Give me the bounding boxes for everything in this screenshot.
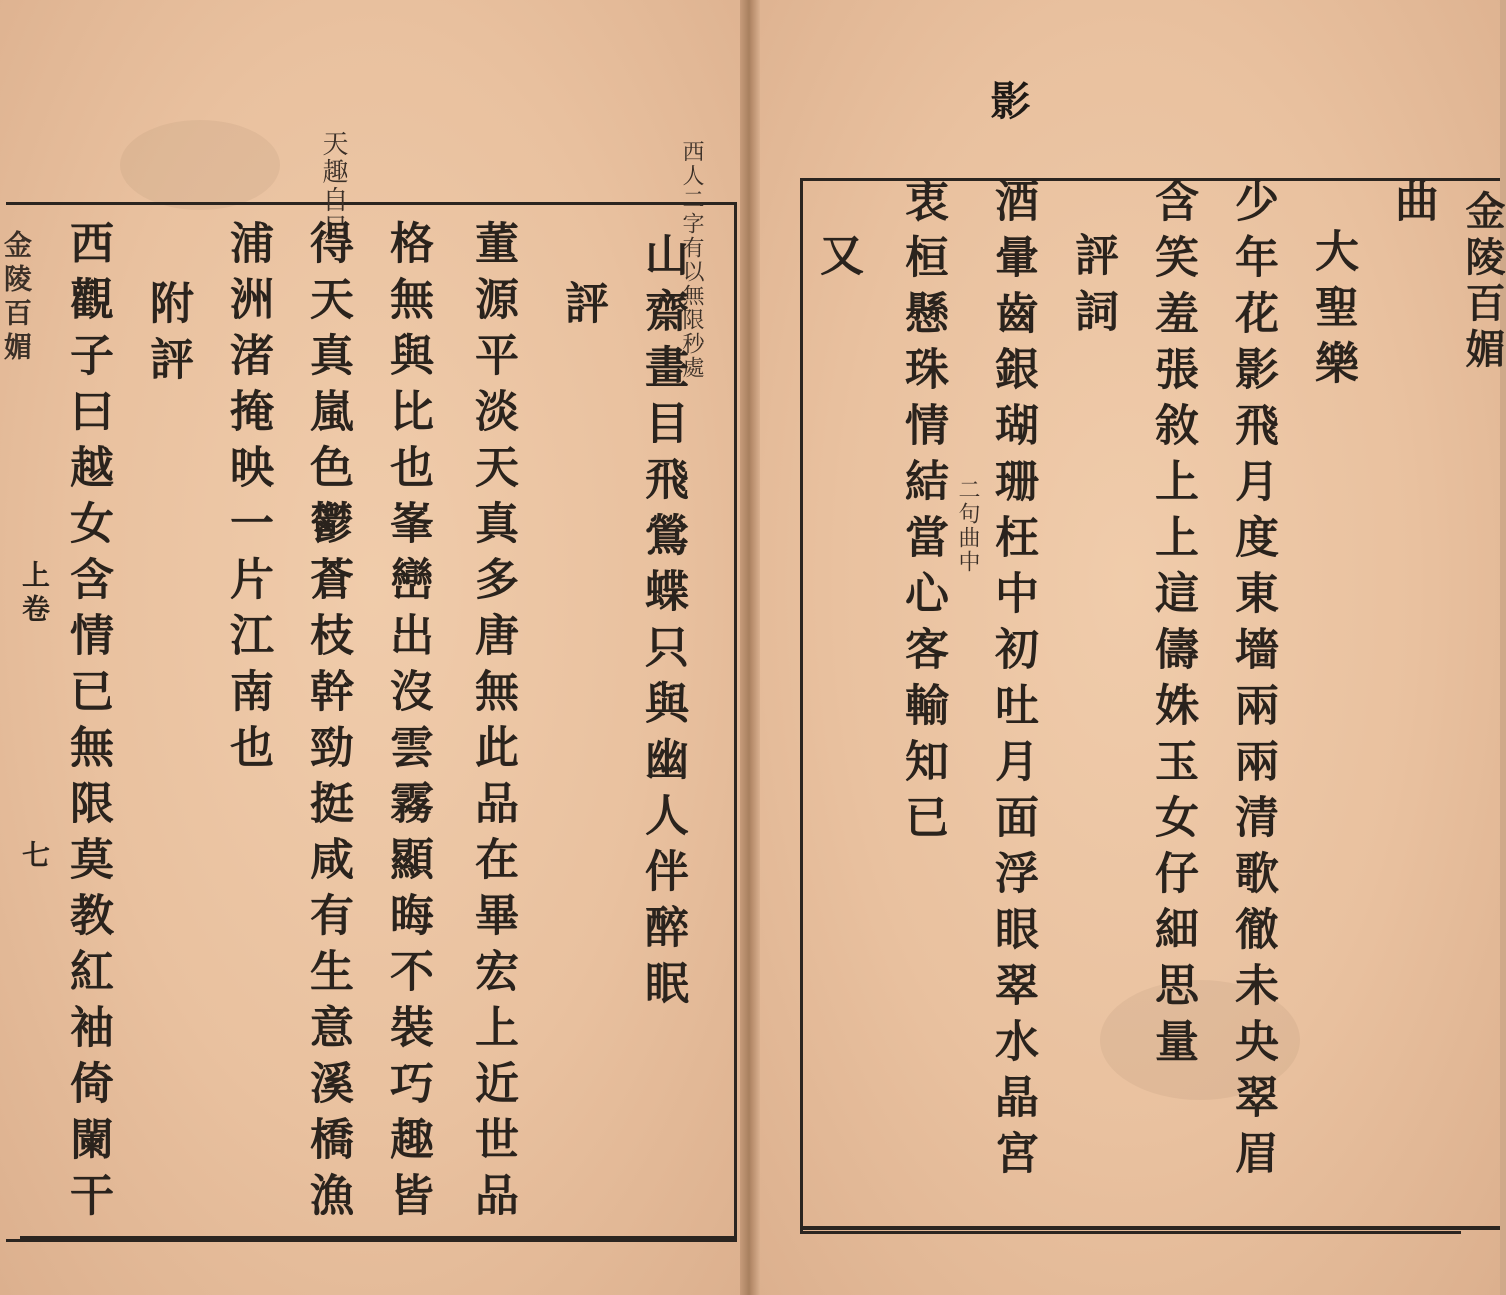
marginal-note: 二句曲中 <box>955 478 980 574</box>
text-column: 含笑羞張敘上上這儔姝玉女仔細思量 <box>1147 178 1198 1074</box>
folio-number: 七 <box>18 840 51 874</box>
text-column: 格無與比也峯巒出沒雲霧顯晦不裝巧趣皆 <box>382 220 433 1228</box>
folio-volume: 上卷 <box>18 560 51 628</box>
paper-stain <box>120 120 280 210</box>
top-mark: 影 <box>984 80 1031 120</box>
margin-note: 天趣自足 <box>318 130 348 242</box>
tune-title: 大聖樂 <box>1307 228 1358 396</box>
comment-heading: 附評 <box>142 280 193 392</box>
text-column: 得天真嵐色鬱蒼枝幹勁挺咸有生意溪橋漁 <box>302 220 353 1228</box>
text-column: 少年花影飛月度東墻兩兩清歌徹未央翠眉 <box>1227 178 1278 1186</box>
comment-heading: 評詞 <box>1067 232 1118 344</box>
page-edge-title: 金陵百媚 <box>1459 190 1506 374</box>
margin-note: 西人二字有以無限秒處 <box>679 140 704 380</box>
left-page-bottom-rule <box>20 1236 735 1240</box>
book-gutter <box>740 0 760 1295</box>
section-heading: 又 <box>812 232 863 288</box>
text-column: 酒暈齒銀瑚珊枉中初吐月面浮眼翠水晶宮 <box>987 178 1038 1186</box>
comment-heading: 評 <box>557 280 608 336</box>
text-column: 董源平淡天真多唐無此品在畢宏上近世品 <box>467 220 518 1228</box>
text-column: 山齋畫目飛鶯蝶只與幽人伴醉眠 <box>637 232 688 1016</box>
page-edge-title: 金陵百媚 <box>0 230 33 366</box>
section-heading: 曲 <box>1387 178 1438 234</box>
text-column: 衷桓懸珠情結當心客輸知已 <box>897 178 948 850</box>
text-column: 浦洲渚掩映一片江南也 <box>222 220 273 780</box>
left-page-border <box>6 202 737 1242</box>
right-page-bottom-rule <box>800 1226 1500 1230</box>
right-page-top-rule <box>1440 178 1500 181</box>
text-column: 西觀子曰越女含情已無限莫教紅袖倚闌干 <box>62 220 113 1228</box>
